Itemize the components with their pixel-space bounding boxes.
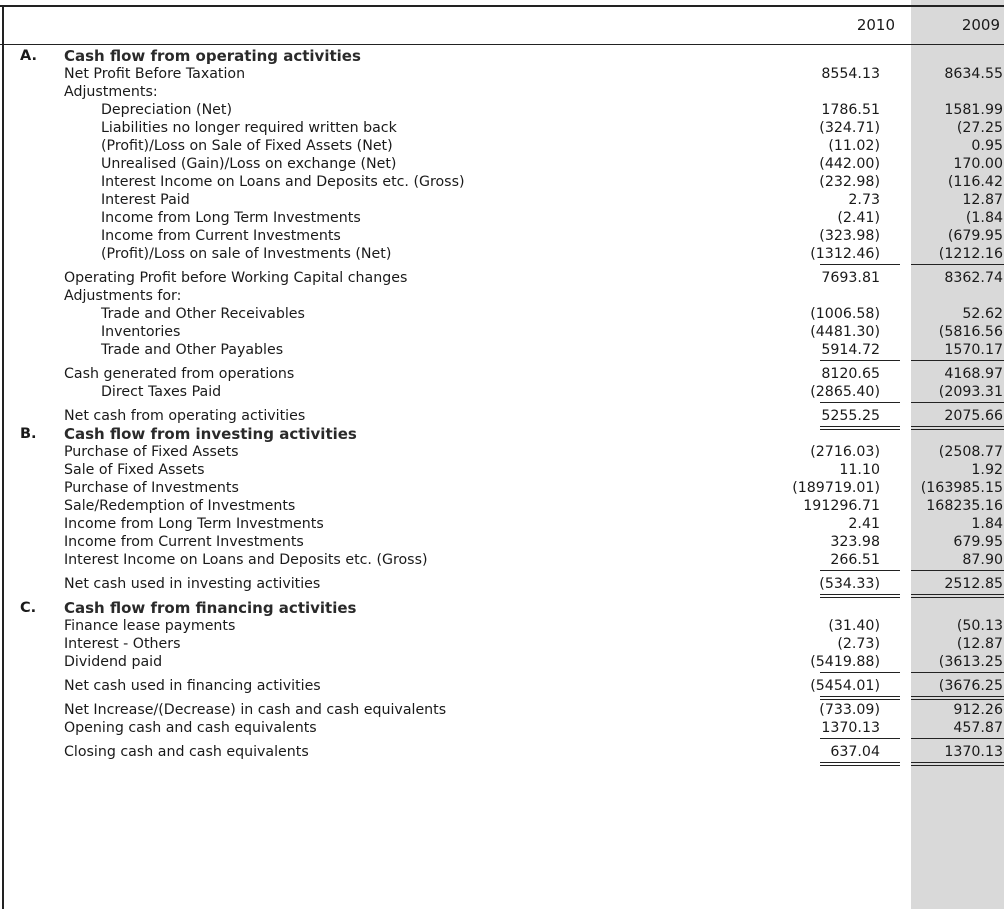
table-top-rule [0, 5, 1004, 7]
subtotal-rule-2010 [820, 402, 900, 403]
value-2010: 8120.65 [821, 366, 880, 382]
row-label: Finance lease payments [64, 618, 236, 634]
table-row [0, 407, 1004, 425]
section-heading-row [0, 47, 1004, 65]
subtotal-rule-2009 [911, 360, 1004, 361]
section-title: Cash flow from operating activities [64, 47, 361, 65]
table-row [0, 155, 1004, 173]
row-label: Interest - Others [64, 636, 181, 652]
subtotal-rule-2009 [911, 402, 1004, 403]
row-label: Direct Taxes Paid [101, 384, 222, 400]
total-rule-2010 [820, 426, 900, 427]
table-row [0, 701, 1004, 719]
total-rule-2010-double [820, 597, 900, 598]
value-2010: 2.41 [848, 516, 880, 532]
value-2010: (2.73) [837, 636, 880, 652]
table-row [0, 479, 1004, 497]
column-header-2010: 2010 [856, 16, 895, 34]
value-2010: 11.10 [839, 462, 880, 478]
value-2010: (189719.01) [792, 480, 880, 496]
row-label: Sale of Fixed Assets [64, 462, 205, 478]
row-label: Interest Income on Loans and Deposits etc. (Gross) [101, 174, 465, 190]
table-row [0, 245, 1004, 263]
table-row [0, 137, 1004, 155]
total-rule-2009-double [911, 597, 1004, 598]
value-2009: (679.95 [947, 228, 1003, 244]
row-label: Net Profit Before Taxation [64, 66, 246, 82]
section-heading-row [0, 425, 1004, 443]
value-2010: (5454.01) [810, 678, 880, 694]
total-rule-2010-double [820, 765, 900, 766]
subtotal-rule-2009 [911, 570, 1004, 571]
row-label: Dividend paid [64, 654, 163, 670]
row-label: Cash generated from operations [64, 366, 295, 382]
value-2009: 168235.16 [926, 498, 1003, 514]
total-rule-2010 [820, 696, 900, 697]
total-rule-2009-double [911, 429, 1004, 430]
value-2010: 637.04 [830, 744, 880, 760]
row-label: Trade and Other Receivables [101, 306, 305, 322]
value-2010: 1786.51 [821, 102, 880, 118]
value-2009: 0.95 [971, 138, 1003, 154]
total-rule-2010 [820, 594, 900, 595]
value-2009: 8362.74 [944, 270, 1003, 286]
value-2010: (323.98) [819, 228, 880, 244]
value-2009: 1570.17 [944, 342, 1003, 358]
value-2010: 191296.71 [803, 498, 880, 514]
table-row [0, 617, 1004, 635]
value-2010: (5419.88) [810, 654, 880, 670]
value-2009: (2093.31 [938, 384, 1003, 400]
value-2010: (31.40) [828, 618, 880, 634]
table-row [0, 551, 1004, 569]
table-row [0, 341, 1004, 359]
value-2009: (3676.25 [938, 678, 1003, 694]
table-row [0, 443, 1004, 461]
value-2010: 2.73 [848, 192, 880, 208]
value-2010: 323.98 [830, 534, 880, 550]
value-2009: (116.42 [947, 174, 1003, 190]
table-row [0, 227, 1004, 245]
row-label: Net cash used in investing activities [64, 576, 321, 592]
section-title: Cash flow from investing activities [64, 425, 357, 443]
value-2009: 2512.85 [944, 576, 1003, 592]
total-rule-2009 [911, 594, 1004, 595]
value-2009: 52.62 [962, 306, 1003, 322]
row-label: (Profit)/Loss on sale of Investments (Net) [101, 246, 392, 262]
value-2009: 4168.97 [944, 366, 1003, 382]
row-label: Net cash used in financing activities [64, 678, 321, 694]
value-2009: 912.26 [953, 702, 1003, 718]
value-2009: (163985.15 [920, 480, 1003, 496]
row-label: Interest Income on Loans and Deposits etc. (Gross) [64, 552, 428, 568]
table-row [0, 83, 1004, 101]
table-row [0, 173, 1004, 191]
total-rule-2009-double [911, 765, 1004, 766]
value-2010: (2.41) [837, 210, 880, 226]
value-2010: (232.98) [819, 174, 880, 190]
table-row [0, 323, 1004, 341]
value-2010: 5255.25 [821, 408, 880, 424]
table-row [0, 461, 1004, 479]
row-label: Income from Long Term Investments [64, 516, 324, 532]
row-label: Income from Current Investments [101, 228, 341, 244]
table-row [0, 287, 1004, 305]
table-row [0, 653, 1004, 671]
table-row [0, 65, 1004, 83]
row-label: (Profit)/Loss on Sale of Fixed Assets (Net) [101, 138, 393, 154]
value-2010: 266.51 [830, 552, 880, 568]
row-label: Income from Current Investments [64, 534, 304, 550]
row-label: Depreciation (Net) [101, 102, 233, 118]
row-label: Closing cash and cash equivalents [64, 744, 309, 760]
value-2010: (2865.40) [810, 384, 880, 400]
subtotal-rule-2010 [820, 738, 900, 739]
row-label: Operating Profit before Working Capital changes [64, 270, 408, 286]
value-2009: (1212.16 [938, 246, 1003, 262]
subtotal-rule-2009 [911, 738, 1004, 739]
row-label: Purchase of Fixed Assets [64, 444, 239, 460]
table-row [0, 365, 1004, 383]
table-row [0, 101, 1004, 119]
row-label: Interest Paid [101, 192, 190, 208]
row-label: Net Increase/(Decrease) in cash and cash equivalents [64, 702, 447, 718]
row-label: Liabilities no longer required written back [101, 120, 397, 136]
table-row [0, 719, 1004, 737]
value-2009: (1.84 [965, 210, 1003, 226]
total-rule-2009 [911, 696, 1004, 697]
row-label: Adjustments for: [64, 288, 182, 304]
table-row [0, 269, 1004, 287]
value-2009: (5816.56 [938, 324, 1003, 340]
value-2010: 5914.72 [821, 342, 880, 358]
table-row [0, 119, 1004, 137]
row-label: Net cash from operating activities [64, 408, 306, 424]
row-label: Opening cash and cash equivalents [64, 720, 317, 736]
value-2009: 87.90 [962, 552, 1003, 568]
section-heading-row [0, 599, 1004, 617]
value-2009: (2508.77 [938, 444, 1003, 460]
value-2009: (3613.25 [938, 654, 1003, 670]
value-2010: (11.02) [828, 138, 880, 154]
row-label: Trade and Other Payables [101, 342, 284, 358]
subtotal-rule-2010 [820, 360, 900, 361]
value-2010: (324.71) [819, 120, 880, 136]
value-2010: (1006.58) [810, 306, 880, 322]
total-rule-2009 [911, 426, 1004, 427]
row-label: Income from Long Term Investments [101, 210, 361, 226]
total-rule-2010-double [820, 429, 900, 430]
value-2009: 1.84 [971, 516, 1003, 532]
value-2010: (534.33) [819, 576, 880, 592]
value-2010: (442.00) [819, 156, 880, 172]
section-letter: A. [20, 48, 37, 64]
value-2009: 679.95 [953, 534, 1003, 550]
table-row [0, 209, 1004, 227]
table-row [0, 305, 1004, 323]
value-2010: 8554.13 [821, 66, 880, 82]
value-2010: (4481.30) [810, 324, 880, 340]
value-2009: 12.87 [962, 192, 1003, 208]
value-2009: 2075.66 [944, 408, 1003, 424]
total-rule-2009-double [911, 699, 1004, 700]
table-row [0, 497, 1004, 515]
section-letter: B. [20, 426, 37, 442]
row-label: Sale/Redemption of Investments [64, 498, 296, 514]
table-row [0, 191, 1004, 209]
subtotal-rule-2009 [911, 264, 1004, 265]
subtotal-rule-2010 [820, 570, 900, 571]
section-letter: C. [20, 600, 37, 616]
column-header-2009: 2009 [961, 16, 1000, 34]
value-2009: (50.13 [956, 618, 1003, 634]
value-2009: 1581.99 [944, 102, 1003, 118]
value-2010: 7693.81 [821, 270, 880, 286]
row-label: Unrealised (Gain)/Loss on exchange (Net) [101, 156, 397, 172]
total-rule-2010 [820, 762, 900, 763]
subtotal-rule-2010 [820, 264, 900, 265]
value-2010: (2716.03) [810, 444, 880, 460]
value-2010: (1312.46) [810, 246, 880, 262]
section-title: Cash flow from financing activities [64, 599, 357, 617]
subtotal-rule-2009 [911, 672, 1004, 673]
subtotal-rule-2010 [820, 672, 900, 673]
table-row [0, 533, 1004, 551]
table-row [0, 677, 1004, 695]
value-2010: 1370.13 [821, 720, 880, 736]
value-2009: (27.25 [956, 120, 1003, 136]
statement-rows [0, 47, 1004, 761]
value-2009: (12.87 [956, 636, 1003, 652]
table-row [0, 635, 1004, 653]
value-2010: (733.09) [819, 702, 880, 718]
row-label: Inventories [101, 324, 181, 340]
table-row [0, 743, 1004, 761]
total-rule-2010-double [820, 699, 900, 700]
table-row [0, 383, 1004, 401]
value-2009: 1370.13 [944, 744, 1003, 760]
row-label: Purchase of Investments [64, 480, 239, 496]
table-row [0, 515, 1004, 533]
value-2009: 170.00 [953, 156, 1003, 172]
value-2009: 457.87 [953, 720, 1003, 736]
row-label: Adjustments: [64, 84, 158, 100]
table-row [0, 575, 1004, 593]
header-rule [0, 44, 1004, 45]
total-rule-2009 [911, 762, 1004, 763]
value-2009: 1.92 [971, 462, 1003, 478]
value-2009: 8634.55 [944, 66, 1003, 82]
